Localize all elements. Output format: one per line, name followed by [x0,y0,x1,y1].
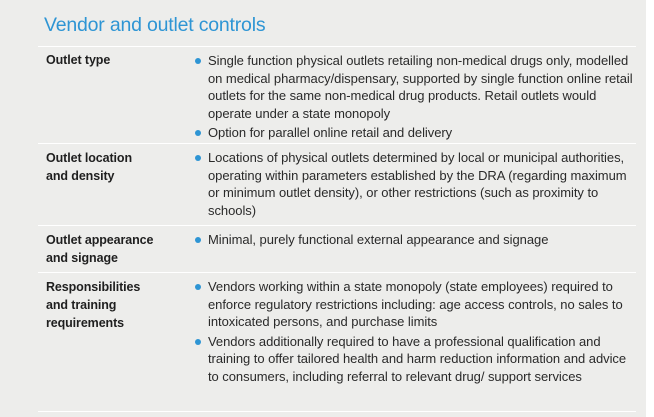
bullet-dot-icon [195,339,201,345]
row-label-line: Outlet appearance [46,233,154,247]
row-label-line: and training [46,298,117,312]
bullet-text: Minimal, purely functional external appearance and signage [208,232,549,247]
list-item [195,149,636,219]
list-item [195,124,636,142]
bullet-list [195,278,636,386]
bullet-dot-icon [195,130,201,136]
bullet-dot-icon [195,237,201,243]
list-item [195,333,636,386]
table-row [38,272,636,410]
row-label-line: Responsibilities [46,280,141,294]
bullet-list [195,52,636,142]
list-item [195,231,636,249]
row-label [46,51,110,69]
bottom-divider [38,411,636,412]
row-label [46,231,153,267]
row-label [46,278,140,332]
bullet-list [195,231,636,249]
bullet-dot-icon [195,155,201,161]
row-label-line: requirements [46,316,124,330]
row-label-line: Outlet type [46,53,111,67]
bullet-text: Vendors additionally required to have a professional qualification and training to offer tailored health and harm reduction information and advice to consumers, including referral to relevant drug/ support services [208,333,627,384]
controls-table [38,46,636,410]
bullet-text: Option for parallel online retail and delivery [208,125,453,141]
row-label [46,149,132,185]
row-label-line: and density [46,169,115,183]
bullet-text: Locations of physical outlets determined by local or municipal authorities, operating within parameters established by the DRA (regarding maximum or minimum outlet density), or other restrictions (such as proximity to schools) [208,150,627,218]
table-row [38,46,636,143]
row-label-line: and signage [46,251,118,265]
table-row [38,225,636,272]
bullet-text: Vendors working within a state monopoly (state employees) required to enforce regulatory restrictions including: age access controls, no sales to intoxicated persons, and purchase limits [208,279,623,330]
list-item [195,278,636,331]
bullet-dot-icon [195,58,201,64]
table-row [38,143,636,225]
row-label-line: Outlet location [46,151,133,165]
panel-title: Vendor and outlet controls [44,14,266,36]
list-item [195,52,636,122]
bullet-text: Single function physical outlets retailing non-medical drugs only, modelled on medical pharmacy/dispensary, supported by single function online retail outlets for the same non-medical drug products. Retail outlets would operate under a state monopoly [208,53,633,121]
bullet-dot-icon [195,284,201,290]
bullet-list [195,149,636,219]
